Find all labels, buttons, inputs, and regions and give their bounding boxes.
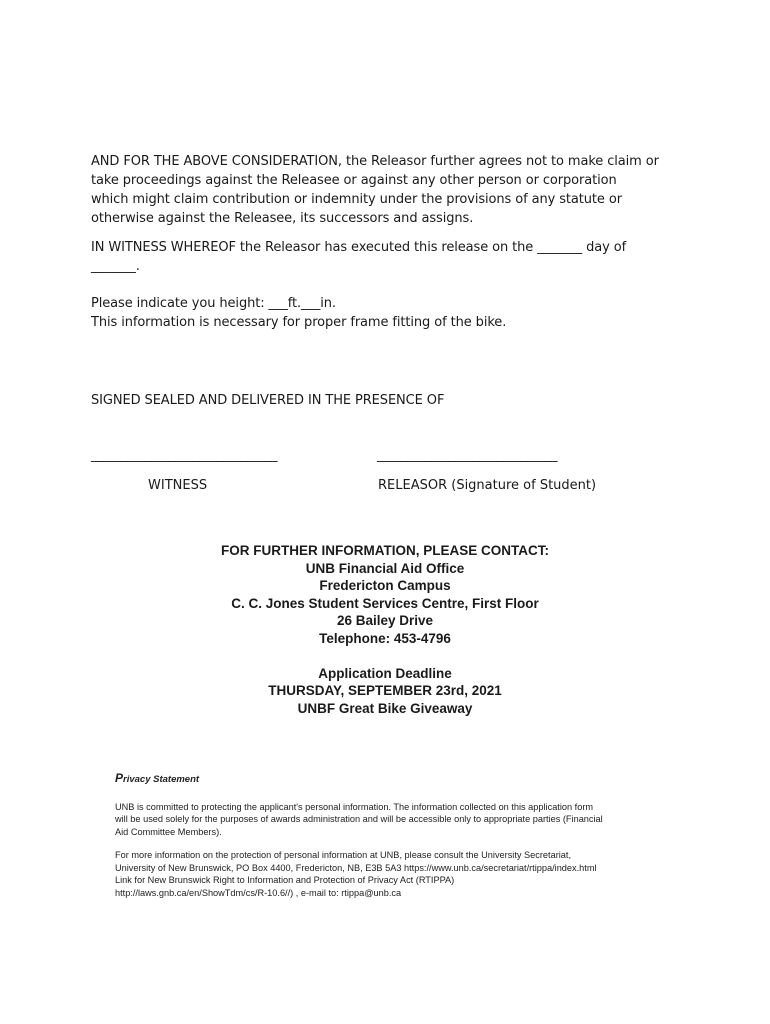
privacy-line: will be used solely for the purposes of awards administration and will be accessible only to appropriate parties (Financial xyxy=(115,814,603,824)
height-note: This information is necessary for proper frame fitting of the bike. xyxy=(91,315,507,330)
contact-office: UNB Financial Aid Office xyxy=(305,560,465,576)
privacy-contact-paragraph xyxy=(115,849,705,899)
privacy-title xyxy=(115,772,705,787)
witness-signature-line: _______________________________ xyxy=(91,448,277,463)
releasor-label: RELEASOR (Signature of Student) xyxy=(378,478,597,493)
contact-telephone: Telephone: 453-4796 xyxy=(319,630,451,646)
privacy-line: University of New Brunswick, PO Box 4400, Fredericton, NB, E3B 5A3 https://www.unb.ca/secretariat/rtippa/index.html xyxy=(115,862,597,873)
release-line: take proceedings against the Releasee or against any other person or corporation xyxy=(91,173,617,188)
privacy-title-rest: rivacy Statement xyxy=(123,774,200,785)
privacy-paragraph xyxy=(115,801,705,839)
spacer xyxy=(0,647,770,665)
privacy-line: Aid Committee Members). xyxy=(115,826,222,837)
privacy-line: UNB is committed to protecting the applicant's personal information. The information collected on this application form xyxy=(115,801,594,812)
contact-street: 26 Bailey Drive xyxy=(336,613,434,628)
deadline-date: THURSDAY, SEPTEMBER 23rd, 2021 xyxy=(268,683,502,698)
witness-label: WITNESS xyxy=(148,478,208,493)
contact-building: C. C. Jones Student Services Centre, First Floor xyxy=(231,595,539,611)
witness-whereof-paragraph xyxy=(91,238,691,276)
privacy-title-initial: P xyxy=(115,771,124,785)
release-paragraph xyxy=(91,152,691,228)
signed-sealed-statement: SIGNED SEALED AND DELIVERED IN THE PRESENCE OF xyxy=(91,393,445,408)
witness-whereof-line: _______. xyxy=(91,259,140,274)
privacy-line: For more information on the protection of personal information at UNB, please consult the University Secretariat, xyxy=(115,850,572,860)
privacy-link-label: Link for New Brunswick Right to Information and Protection of Privacy Act (RTIPPA) xyxy=(115,875,455,885)
contact-campus: Fredericton Campus xyxy=(319,578,451,593)
deadline-label: Application Deadline xyxy=(318,665,452,681)
releasor-signature-line: ______________________________ xyxy=(377,448,557,463)
privacy-link: http://laws.gnb.ca/en/ShowTdm/cs/R-10.6//) , e-mail to: rtippa@unb.ca xyxy=(115,887,402,898)
height-prompt: Please indicate you height: ___ft.___in. xyxy=(91,296,336,311)
event-name: UNBF Great Bike Giveaway xyxy=(297,700,473,716)
privacy-statement xyxy=(115,772,705,910)
release-line: which might claim contribution or indemnity under the provisions of any statute or xyxy=(91,192,622,207)
height-section xyxy=(91,294,691,332)
release-line: otherwise against the Releasee, its successors and assigns. xyxy=(91,211,474,226)
release-line: AND FOR THE ABOVE CONSIDERATION, the Releasor further agrees not to make claim or xyxy=(91,154,659,169)
contact-heading: FOR FURTHER INFORMATION, PLEASE CONTACT: xyxy=(221,543,549,558)
contact-block xyxy=(0,542,770,717)
witness-whereof-line: IN WITNESS WHEREOF the Releasor has executed this release on the _______ day of xyxy=(91,240,627,255)
